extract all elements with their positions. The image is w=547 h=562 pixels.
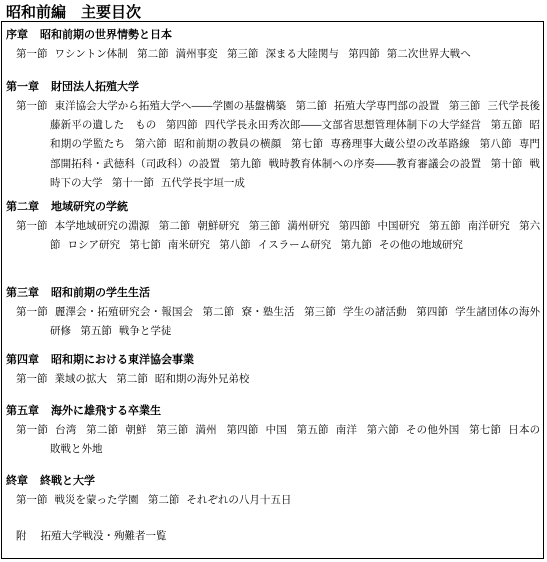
chapter-heading xyxy=(6,27,540,43)
chapter-1 xyxy=(6,79,540,193)
chapter-heading xyxy=(6,403,540,419)
section-title: 四代学長永田秀次郎――文部省思想管理体制下の大学経営 xyxy=(204,119,482,132)
chapter-title: 海外に雄飛する卒業生 xyxy=(51,404,161,417)
section-item xyxy=(227,48,339,60)
section-number: 第二節 xyxy=(137,48,169,60)
section-list xyxy=(6,421,540,459)
section-number: 第八節 xyxy=(219,239,251,252)
section-number: 第四節 xyxy=(338,220,371,232)
section-item xyxy=(219,239,331,251)
chapter-number: 第四章 xyxy=(6,353,39,366)
chapter-title: 昭和前期の学生生活 xyxy=(51,286,150,299)
section-item xyxy=(226,424,287,436)
section-number: 第七節 xyxy=(291,138,324,151)
section-number: 第十一節 xyxy=(111,176,154,189)
section-title: 五代学長宇垣一成 xyxy=(160,176,245,189)
section-title: 昭和前期の教員の横顔 xyxy=(174,138,282,151)
section-number: 第二節 xyxy=(116,373,148,385)
section-number: 第三節 xyxy=(304,306,336,318)
chapter-heading xyxy=(6,199,540,215)
chapter-number: 序章 xyxy=(6,28,28,41)
section-title: ロシア研究 xyxy=(67,239,120,252)
section-item xyxy=(296,100,440,112)
section-title: 台湾 xyxy=(55,424,77,436)
section-title: 学生諸団体の海外研修 xyxy=(50,306,541,338)
section-title: 寮・塾生活 xyxy=(241,306,295,318)
chapter-title: 財団法人拓殖大学 xyxy=(51,80,139,93)
section-title: その他の地域研究 xyxy=(378,239,463,252)
section-title: 南洋 xyxy=(335,424,358,436)
section-number: 第七節 xyxy=(129,239,161,252)
section-item xyxy=(137,48,218,60)
chapter-number: 終章 xyxy=(6,474,28,487)
section-title: 満州事変 xyxy=(175,48,218,60)
chapter-title: 昭和前期の世界情勢と日本 xyxy=(40,28,172,41)
section-title: 拓殖大学専門部の設置 xyxy=(334,100,440,112)
section-number: 第一節 xyxy=(16,100,48,112)
section-number: 第七節 xyxy=(469,424,502,436)
section-number: 第五節 xyxy=(296,424,329,436)
section-number: 第二節 xyxy=(295,100,328,112)
section-number: 第九節 xyxy=(229,157,262,170)
section-item xyxy=(348,48,471,60)
chapter-3 xyxy=(6,285,540,341)
section-number: 第二節 xyxy=(202,306,235,318)
section-number: 第四節 xyxy=(226,424,259,436)
section-title: 中国研究 xyxy=(377,220,420,232)
section-item xyxy=(297,424,358,436)
section-number: 第一節 xyxy=(16,220,48,232)
page-title: 昭和前編 主要目次 xyxy=(6,3,142,21)
section-number: 第四節 xyxy=(416,306,449,318)
section-title: 満州研究 xyxy=(287,220,330,232)
section-number: 第六節 xyxy=(366,424,399,436)
chapter-heading xyxy=(6,79,540,95)
section-list xyxy=(6,303,540,341)
section-list xyxy=(6,217,540,255)
section-title: 第二次世界大戦へ xyxy=(386,48,471,60)
section-list xyxy=(6,45,540,64)
section-number: 第五節 xyxy=(429,220,461,232)
section-title: 昭和期の海外兄弟校 xyxy=(154,373,250,385)
chapter-4 xyxy=(6,352,540,389)
chapter-number: 第三章 xyxy=(6,286,39,299)
section-item xyxy=(129,239,210,251)
chapter-5 xyxy=(6,403,540,459)
section-number: 第十節 xyxy=(490,157,523,170)
section-item xyxy=(135,138,282,150)
section-title: 戦時下の大学 xyxy=(50,157,541,189)
chapter-heading xyxy=(6,285,540,301)
chapter-heading xyxy=(6,473,540,489)
section-title: 朝鮮 xyxy=(125,424,147,436)
section-title: 中国 xyxy=(265,424,288,436)
section-item xyxy=(230,158,481,170)
section-item xyxy=(339,220,420,232)
section-title: 東洋協会大学から拓殖大学へ――学園の基盤構築 xyxy=(54,100,287,112)
section-number: 第二節 xyxy=(147,494,180,506)
chapter-number: 第五章 xyxy=(6,404,39,417)
section-item xyxy=(304,306,407,318)
section-number: 第五節 xyxy=(80,325,112,338)
chapter-epilogue xyxy=(6,473,540,510)
section-title: 満州 xyxy=(195,424,217,436)
section-number: 第二節 xyxy=(86,424,119,436)
section-number: 第八節 xyxy=(479,138,512,151)
section-number: 第三節 xyxy=(156,424,189,436)
chapter-prologue xyxy=(6,27,540,64)
chapter-number: 第一章 xyxy=(6,80,39,93)
section-title: 戦時教育体制への序奏――教育審議会の設置 xyxy=(268,157,482,170)
chapter-title: 昭和期における東洋協会事業 xyxy=(51,353,194,366)
section-item xyxy=(16,494,139,506)
section-item xyxy=(16,306,193,318)
section-title: 南米研究 xyxy=(167,239,210,252)
section-number: 第九節 xyxy=(340,239,372,252)
section-list xyxy=(6,370,540,389)
chapter-heading xyxy=(6,352,540,368)
section-number: 第六節 xyxy=(50,220,541,252)
section-title: 深まる大陸関与 xyxy=(265,48,339,60)
section-item xyxy=(16,424,77,436)
section-title: 戦争と学徒 xyxy=(118,325,172,338)
section-title: 学生の諸活動 xyxy=(342,306,407,318)
section-item xyxy=(148,494,292,506)
chapter-title: 終戦と大学 xyxy=(40,474,95,487)
appendix-title: 拓殖大学戦没・殉難者一覧 xyxy=(40,530,167,542)
section-title: 業域の拡大 xyxy=(54,373,107,385)
section-item xyxy=(249,220,330,232)
chapter-title: 地域研究の学統 xyxy=(51,200,128,213)
section-number: 第一節 xyxy=(16,424,49,436)
appendix xyxy=(16,528,167,544)
section-title: 日本の敗戦と外地 xyxy=(50,424,541,456)
section-number: 第四節 xyxy=(165,119,198,132)
chapter-number: 第二章 xyxy=(6,200,39,213)
section-title: 戦災を蒙った学園 xyxy=(54,494,139,506)
chapter-2 xyxy=(6,199,540,255)
section-item xyxy=(166,119,481,131)
section-title: イスラーム研究 xyxy=(257,239,332,252)
section-title: 南洋研究 xyxy=(467,220,510,232)
section-item xyxy=(16,220,149,232)
section-number: 第一節 xyxy=(16,306,48,318)
section-number: 第四節 xyxy=(348,48,380,60)
appendix-label: 附 xyxy=(16,530,27,542)
section-list xyxy=(6,491,540,510)
section-item xyxy=(80,325,171,337)
section-title: 専務理事大蔵公望の改革路線 xyxy=(330,138,470,151)
section-item xyxy=(367,424,460,436)
section-item xyxy=(16,100,286,112)
section-number: 第五節 xyxy=(490,119,523,132)
section-item xyxy=(116,373,249,385)
section-item xyxy=(340,239,463,251)
section-number: 第三節 xyxy=(448,100,481,112)
section-title: 朝鮮研究 xyxy=(197,220,240,232)
section-item xyxy=(112,177,245,189)
section-number: 第六節 xyxy=(134,138,168,151)
section-item xyxy=(16,373,107,385)
section-item xyxy=(156,424,217,436)
section-number: 第三節 xyxy=(226,48,259,60)
section-number: 第一節 xyxy=(16,48,48,60)
section-item xyxy=(429,220,510,232)
section-list xyxy=(6,97,540,193)
section-title: 本学地域研究の淵源 xyxy=(54,220,150,232)
section-title: 麗澤会・拓殖研究会・報国会 xyxy=(54,306,194,318)
section-item xyxy=(203,306,295,318)
section-title: 専門部開拓科・武徳科（司政科）の設置 xyxy=(50,138,541,170)
section-title: それぞれの八月十五日 xyxy=(186,494,292,506)
section-title: 三代学長後藤新平の遺した もの xyxy=(50,100,541,132)
section-item xyxy=(291,138,470,150)
section-title: ワシントン体制 xyxy=(54,48,128,60)
section-number: 第三節 xyxy=(248,220,281,232)
section-item xyxy=(16,48,128,60)
section-number: 第一節 xyxy=(16,373,48,385)
section-item xyxy=(159,220,240,232)
section-item xyxy=(86,424,147,436)
section-number: 第一節 xyxy=(16,494,48,506)
section-title: その他外国 xyxy=(405,424,460,436)
section-number: 第二節 xyxy=(158,220,191,232)
section-title: 昭和期の学監たち xyxy=(50,119,541,151)
